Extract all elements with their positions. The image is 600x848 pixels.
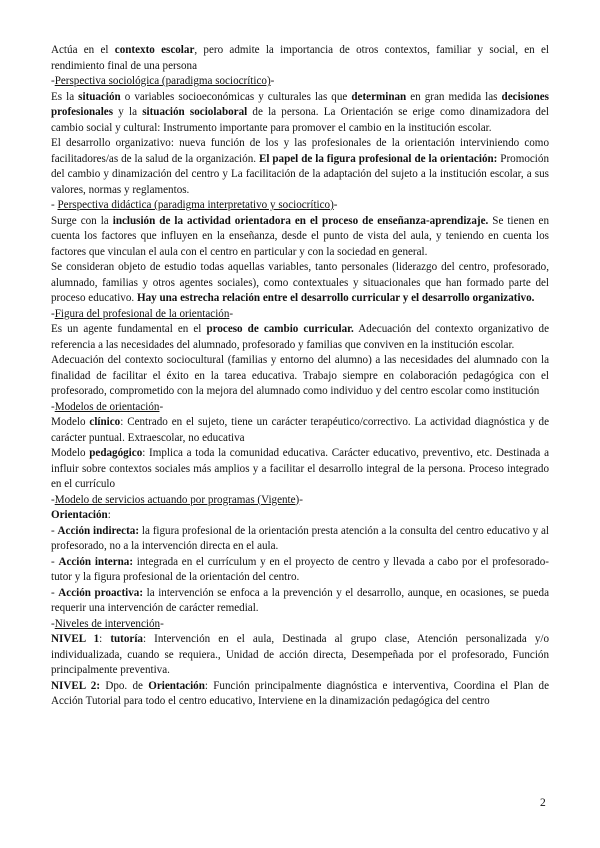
text-run: Acción proactiva: [58, 586, 144, 599]
paragraph [51, 508, 549, 524]
text-run: Acción interna: [58, 555, 134, 568]
section-heading [51, 617, 549, 633]
text-run: Modelo de servicios actuando por programas (Vigente) [54, 493, 300, 506]
text-run: NIVEL 1 [51, 633, 100, 645]
text-run: Perspectiva sociológica (paradigma sociocrítico) [54, 75, 271, 87]
text-run: : [99, 633, 111, 645]
text-run: - [51, 400, 55, 413]
paragraph [51, 353, 549, 400]
paragraph [51, 260, 549, 307]
text-run: Adecuación del contexto organizativo de referencia a las necesidades del alumnado, profesorado y familias que conviven en la institución escolar. [51, 323, 550, 351]
list-item [51, 586, 549, 617]
text-run: : [107, 509, 111, 521]
text-run: Orientación [148, 679, 205, 692]
text-run: , pero admite la importancia de otros contextos, familiar y social, en el rendimiento final de una persona [51, 44, 549, 72]
list-item [51, 524, 549, 555]
text-run: o variables socioeconómicas y culturales las que [120, 90, 352, 103]
text-run: - [51, 524, 58, 537]
text-run: pedagógico [89, 447, 143, 459]
text-run: en gran medida las [406, 90, 502, 103]
text-run: situación sociolaboral [142, 106, 248, 118]
section-heading [51, 307, 549, 323]
text-run: Hay una estrecha relación entre el desarrollo curricular y el desarrollo organizativo. [136, 292, 535, 304]
text-run: determinan [351, 90, 407, 103]
text-run: Es un agente fundamental en el [51, 323, 207, 335]
section-heading [51, 493, 549, 509]
text-run: y la [113, 106, 143, 118]
text-run: : Centrado en el sujeto, tiene un carácter terapéutico/correctivo. La actividad diagnóstica y de carácter puntual. Extraescolar, no educativa [51, 416, 549, 444]
text-run: Figura del profesional de la orientación [54, 307, 230, 320]
text-run: Promoción del cambio y dinamización del centro y La facilitación de la adaptación del sujeto a la institución escolar, a sus valores, normas y reglamentos. [51, 152, 549, 196]
document-body [51, 43, 549, 710]
text-run: Surge con la [51, 214, 113, 227]
text-run: integrada en el currículum y en el proyecto de centro y llevada a cabo por el profesorado-tutor y la figura profesional de la orientación del centro. [51, 555, 549, 583]
paragraph [51, 43, 549, 74]
text-run: la intervención se enfoca a la prevención y el desarrollo, aunque, en ocasiones, se pueda requerir una intervención de carácter remedial. [51, 586, 549, 614]
text-run: Perspectiva didáctica (paradigma interpretativo y sociocrítico) [57, 199, 334, 211]
text-run: Orientación [51, 509, 108, 521]
text-run: tutoría [110, 633, 143, 645]
text-run: - [51, 75, 55, 87]
paragraph [51, 446, 549, 493]
text-run: - [51, 307, 55, 320]
text-run: Modelo [51, 416, 90, 428]
text-run: - [159, 400, 164, 413]
text-run: : Función principalmente diagnóstica e interventiva, Coordina el Plan de Acción Tutorial para todo el centro educativo, Interviene en la dinamización pedagógica del centro [51, 679, 549, 707]
paragraph [51, 90, 549, 137]
text-run: - [51, 555, 59, 568]
text-run: Niveles de intervención [54, 617, 161, 630]
paragraph [51, 415, 549, 446]
section-heading [51, 198, 549, 214]
text-run: Actúa en el [51, 44, 115, 56]
text-run: Modelos de orientación [54, 400, 160, 413]
section-heading [51, 74, 549, 90]
text-run: proceso de cambio curricular. [206, 323, 354, 335]
text-run: situación [78, 90, 121, 103]
paragraph [51, 136, 549, 198]
text-run: Es la [51, 90, 79, 103]
paragraph [51, 214, 549, 261]
text-run: Dpo. de [100, 679, 149, 692]
text-run: - [160, 617, 164, 630]
text-run: - [51, 199, 58, 211]
text-run: : Intervención en el aula, Destinada al grupo clase, Atención personalizada y/o individualizada, cuando se requiera., Unidad de acción directa, Desempeñada por el profesorado, Función principalmente preventiva. [51, 633, 550, 676]
text-run: : Implica a toda la comunidad educativa. Carácter educativo, preventivo, etc. Destinada a influir sobre contextos sociales más amplios y a facilitar el desarrollo integral de la persona. Proceso integrado en el currículo [51, 447, 549, 490]
text-run: - [229, 307, 234, 320]
text-run: NIVEL 2: [51, 679, 101, 692]
text-run: Se consideran objeto de estudio todas aquellas variables, tanto personales (liderazgo del centro, profesorado, alumnado, familias y otros agentes sociales), como contextuales y situacionales que han formado parte del proceso educativo. [51, 261, 549, 304]
text-run: contexto escolar [114, 44, 195, 56]
text-run: El desarrollo organizativo: nueva función de los y las profesionales de la orientación interviniendo como facilitadores/as de la salud de la organización. [51, 137, 549, 165]
text-run: inclusión de la actividad orientadora en el proceso de enseñanza-aprendizaje. [112, 214, 489, 227]
paragraph [51, 679, 549, 710]
list-item [51, 555, 549, 586]
page-number: 2 [540, 797, 546, 809]
text-run: clínico [89, 416, 121, 428]
text-run: - [51, 493, 55, 506]
text-run: Adecuación del contexto sociocultural (familias y entorno del alumno) a las necesidades del alumnado con la finalidad de facilitar el éxito en la tarea educativa. Trabajo siempre en colaboración pedagógica con el profesorado, comprometido con la mejora del alumnado como individuo y del centro escolar como institución [51, 354, 549, 397]
text-run: Se tienen en cuenta los factores que influyen en la enseñanza, desde el punto de vista del aula, y teniendo en cuenta los factores que vinculan el aula con el centro en particular y con la sociedad en general. [51, 214, 549, 258]
text-run: - [270, 75, 275, 87]
text-run: Modelo [51, 447, 90, 459]
text-run: la figura profesional de la orientación presta atención a la consulta del centro educativo y al profesorado, no a la intervención directa en el aula. [51, 524, 549, 552]
paragraph [51, 322, 549, 353]
text-run: El papel de la figura profesional de la orientación: [258, 152, 498, 165]
text-run: - [51, 617, 55, 630]
text-run: de la persona. La Orientación se erige como dinamizadora del cambio social y cultural: Instrumento importante para promover el cambio en la institución escolar. [51, 106, 549, 134]
text-run: Acción indirecta: [57, 524, 140, 537]
text-run: - [333, 199, 338, 211]
text-run: decisiones profesionales [51, 90, 550, 118]
text-run: - [299, 493, 303, 506]
paragraph [51, 632, 549, 679]
section-heading [51, 400, 549, 416]
text-run: - [51, 586, 59, 599]
